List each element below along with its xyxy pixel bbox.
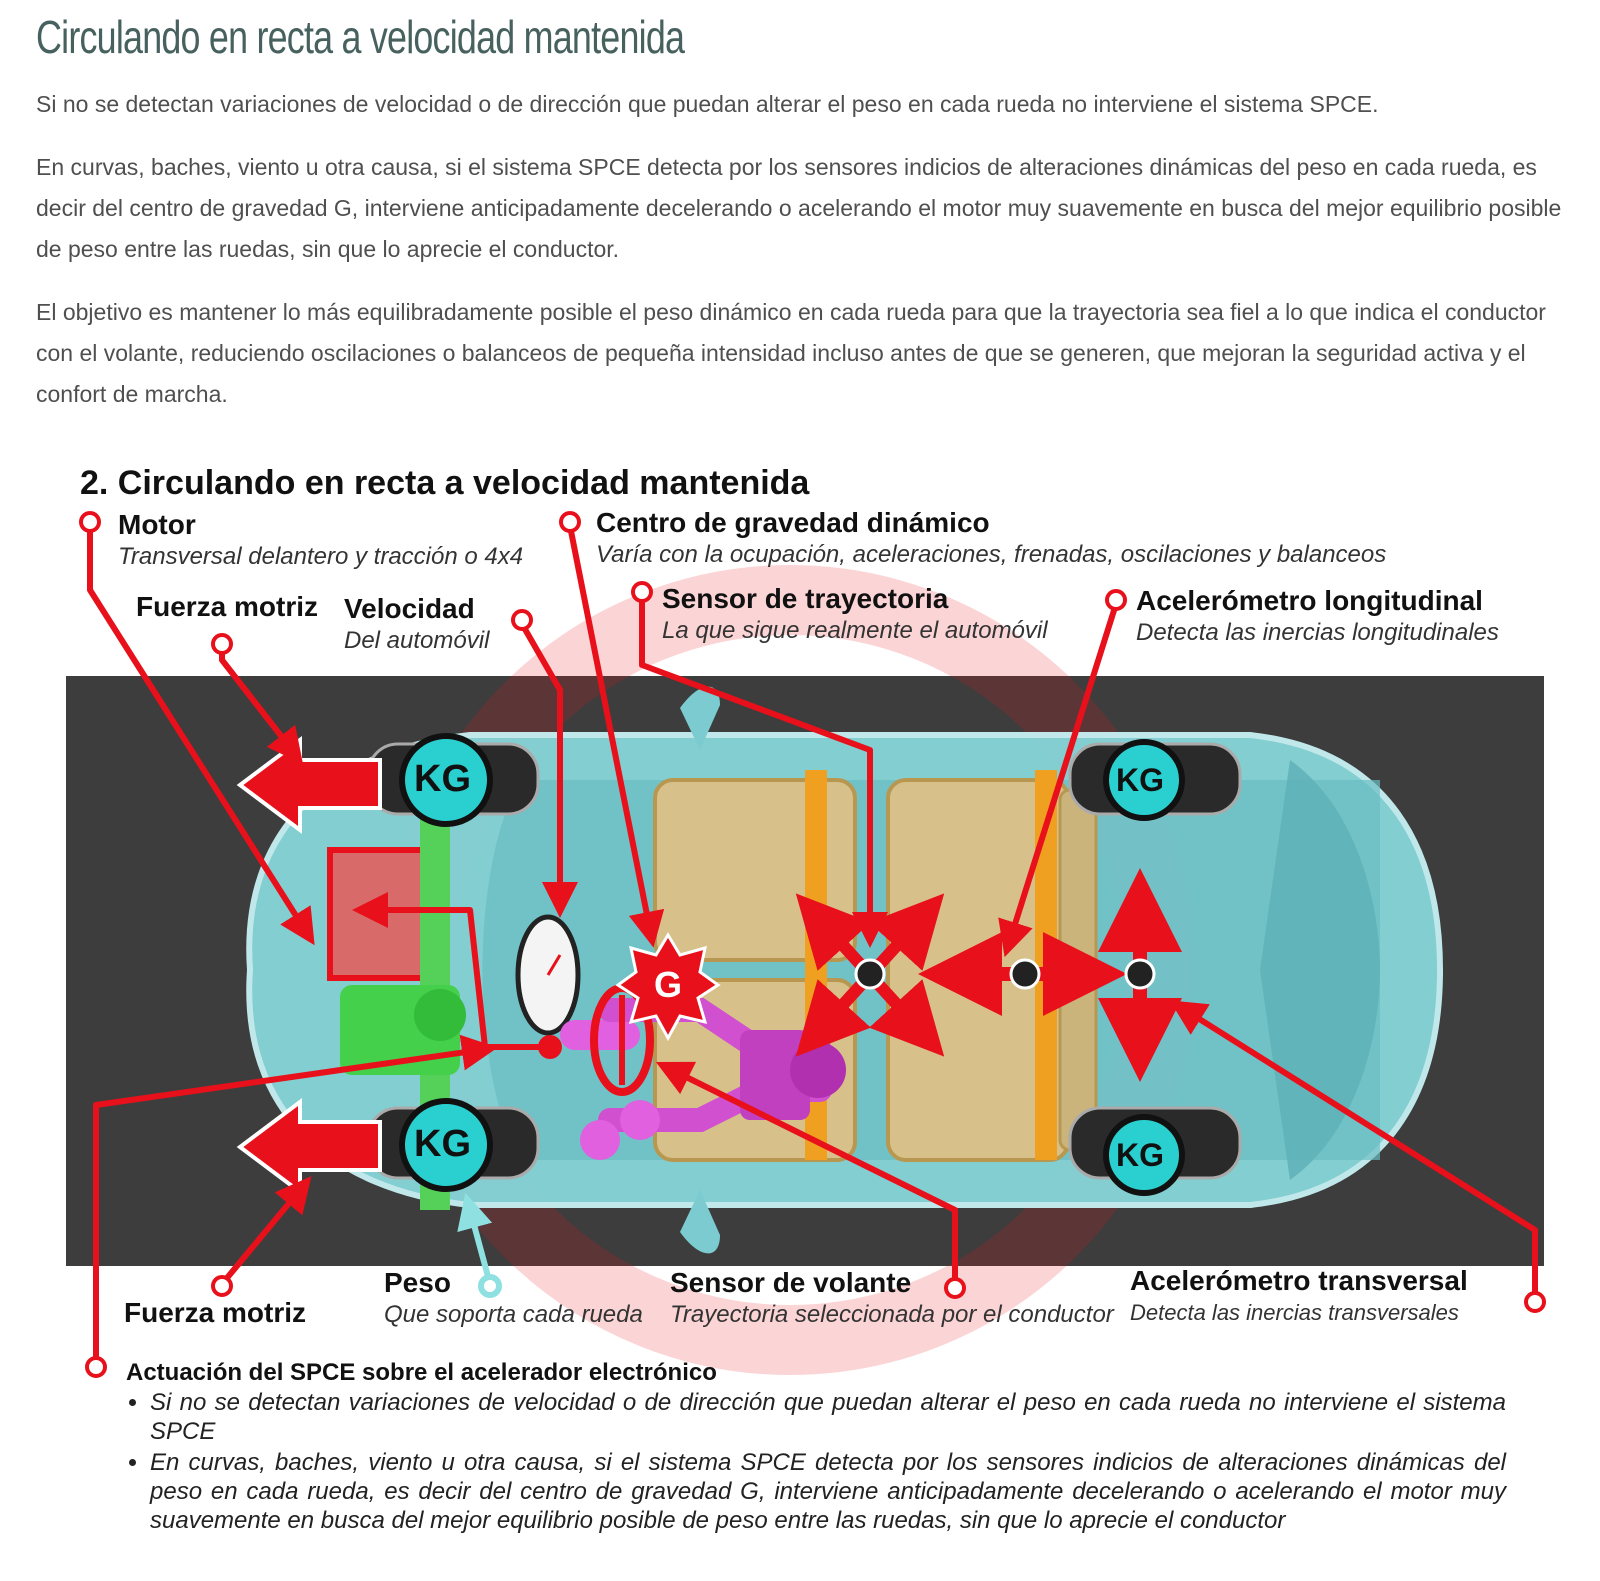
spce-diagram bbox=[0, 450, 1600, 1581]
label-sensor-volante-title: Sensor de volante bbox=[670, 1267, 912, 1298]
kg-badge-front-left: KG bbox=[414, 758, 471, 800]
speedometer bbox=[518, 917, 578, 1033]
label-acelerometro-longitudinal-title: Acelerómetro longitudinal bbox=[1136, 585, 1483, 616]
kg-badge-rear-right: KG bbox=[1116, 1137, 1164, 1173]
label-sensor-trayectoria-title: Sensor de trayectoria bbox=[662, 583, 949, 614]
diagram-title: 2. Circulando en recta a velocidad mantenida bbox=[80, 464, 810, 502]
kg-badge-rear-left: KG bbox=[414, 1123, 471, 1165]
label-motor bbox=[118, 508, 523, 572]
gravity-badge-label: G bbox=[654, 964, 683, 1005]
label-motor-title: Motor bbox=[118, 509, 196, 540]
label-peso bbox=[384, 1266, 643, 1330]
longitudinal-accelerometer-dot bbox=[1011, 960, 1039, 988]
label-sensor-trayectoria bbox=[662, 582, 1048, 646]
article-title: Circulando en recta a velocidad mantenida bbox=[36, 11, 685, 63]
label-fuerza-motriz-bottom-title: Fuerza motriz bbox=[124, 1297, 307, 1328]
label-acelerometro-transversal-subtitle: Detecta las inercias transversales bbox=[1130, 1300, 1459, 1325]
label-acelerometro-transversal bbox=[1130, 1264, 1468, 1328]
article bbox=[36, 0, 1576, 437]
label-peso-subtitle: Que soporta cada rueda bbox=[384, 1301, 643, 1328]
label-sensor-volante bbox=[670, 1266, 1114, 1330]
label-fuerza-motriz-top bbox=[136, 590, 318, 624]
label-peso-title: Peso bbox=[384, 1267, 451, 1298]
label-sensor-trayectoria-subtitle: La que sigue realmente el automóvil bbox=[662, 617, 1048, 644]
label-velocidad-subtitle: Del automóvil bbox=[344, 627, 490, 654]
label-sensor-volante-subtitle: Trayectoria seleccionada por el conductor bbox=[670, 1301, 1114, 1328]
label-acelerometro-transversal-title: Acelerómetro transversal bbox=[1130, 1265, 1468, 1296]
article-paragraph-2: En curvas, baches, viento u otra causa, si el sistema SPCE detecta por los sensores indicios de alteraciones dinámicas del peso en cada rueda, es decir del centro de gravedad G, interviene anticipadamente decelerando o acelerando el motor muy suavemente en busca del mejor equilibrio posible de peso entre las ruedas, sin que lo aprecie el conductor. bbox=[36, 154, 1562, 262]
trajectory-sensor-dot bbox=[856, 960, 884, 988]
actuation-title: Actuación del SPCE sobre el acelerador electrónico bbox=[126, 1359, 717, 1386]
label-centro-gravedad bbox=[596, 506, 1386, 570]
actuation-bullet-1: • Si no se detectan variaciones de velocidad o de dirección que puedan alterar el peso en cada rueda no interviene el sistema SPCE bbox=[150, 1388, 1506, 1446]
label-centro-gravedad-title: Centro de gravedad dinámico bbox=[596, 507, 990, 538]
label-acelerometro-longitudinal bbox=[1136, 584, 1499, 648]
label-motor-subtitle: Transversal delantero y tracción o 4x4 bbox=[118, 543, 524, 570]
label-acelerometro-longitudinal-subtitle: Detecta las inercias longitudinales bbox=[1136, 619, 1499, 646]
label-fuerza-motriz-top-title: Fuerza motriz bbox=[136, 591, 319, 622]
label-velocidad bbox=[344, 592, 489, 656]
label-fuerza-motriz-bottom bbox=[124, 1296, 306, 1330]
transversal-accelerometer-dot bbox=[1126, 960, 1154, 988]
actuation-list bbox=[126, 1388, 1506, 1535]
article-paragraph-3: El objetivo es mantener lo más equilibradamente posible el peso dinámico en cada rueda para que la trayectoria sea fiel a lo que indica el conductor con el volante, reduciendo oscilaciones o balanceos de pequeña intensidad incluso antes de que se generen, que mejoran la seguridad activa y el confort de marcha. bbox=[36, 299, 1546, 407]
label-velocidad-title: Velocidad bbox=[344, 593, 475, 624]
label-centro-gravedad-subtitle: Varía con la ocupación, aceleraciones, frenadas, oscilaciones y balanceos bbox=[596, 541, 1387, 568]
actuation-block bbox=[126, 1358, 1506, 1537]
actuation-bullet-2: • En curvas, baches, viento u otra causa, si el sistema SPCE detecta por los sensores indicios de alteraciones dinámicas del peso en cada rueda, es decir del centro de gravedad G, interviene anticipadamente decelerando o acelerando el motor muy suavemente en busca del mejor equilibrio posible de peso entre las ruedas, sin que lo aprecie el conductor bbox=[150, 1448, 1506, 1535]
kg-badge-front-right: KG bbox=[1116, 762, 1164, 798]
article-paragraph-1: Si no se detectan variaciones de velocidad o de dirección que puedan alterar el peso en cada rueda no interviene el sistema SPCE. bbox=[36, 91, 1379, 117]
